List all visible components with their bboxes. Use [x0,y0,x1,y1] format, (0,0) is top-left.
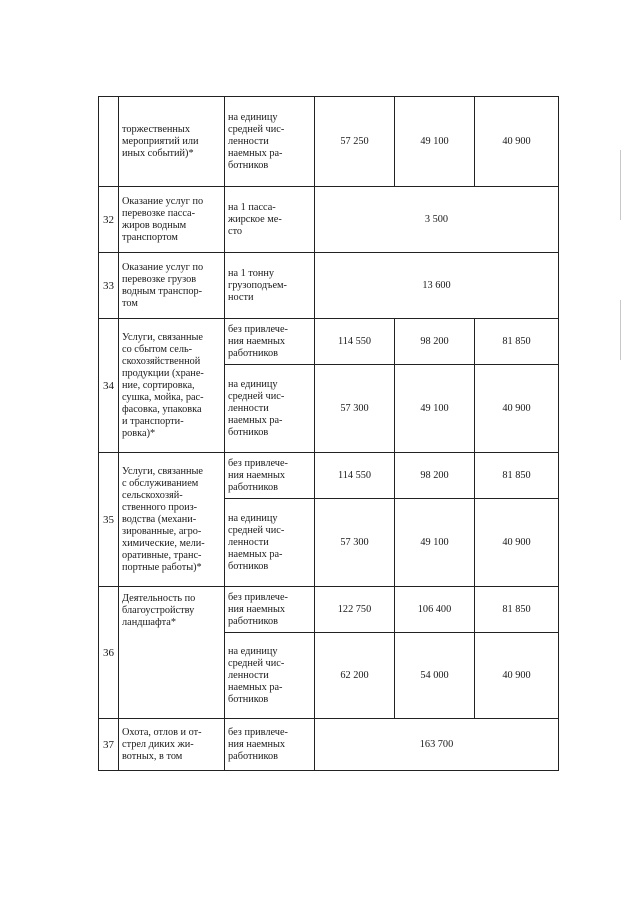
row-number: 37 [99,719,119,771]
unit-text: без привлече- ния наемных работников [228,591,288,627]
value-cell: 54 000 [395,633,475,719]
unit-text: на единицу средней чис- ленности наемных ра- ботников [228,378,285,438]
value-cell: 114 550 [315,453,395,499]
activity-cell [119,587,225,719]
value-cell: 40 900 [475,633,559,719]
unit-text: без привлече- ния наемных работников [228,457,288,493]
value-cell: 49 100 [395,499,475,587]
unit-text: на единицу средней чис- ленности наемных ра- ботников [228,645,285,705]
value-cell: 98 200 [395,453,475,499]
row-number: 33 [99,253,119,319]
activity-text: Оказание услуг по перевозке пасса- жиров водным транспортом [122,195,204,243]
unit-text: на единицу средней чис- ленности наемных ра- ботников [228,111,285,171]
activity-cell [119,719,225,771]
activity-text: Охота, отлов и от- стрел диких жи- вотных, в том [122,726,202,762]
row-number: 35 [99,453,119,587]
value-cell: 62 200 [315,633,395,719]
value-cell: 98 200 [395,319,475,365]
unit-text: на единицу средней чис- ленности наемных ра- ботников [228,512,285,572]
unit-text: без привлече- ния наемных работников [228,726,288,762]
unit-text: без привлече- ния наемных работников [228,323,288,359]
activity-text: Услуги, связанные с обслуживанием сельскохозяй- ственного произ- водства (механи- зированные, агро- химические, мели- оративные, транс- портные работы)* [122,465,205,573]
unit-cell [225,319,315,365]
value-cell: 40 900 [475,97,559,187]
unit-cell [225,719,315,771]
value-cell: 81 850 [475,453,559,499]
table-row [99,253,559,319]
row-number: 32 [99,187,119,253]
table-row [99,719,559,771]
activity-cell [119,253,225,319]
unit-cell [225,365,315,453]
table-row [99,187,559,253]
value-cell: 40 900 [475,365,559,453]
unit-cell [225,499,315,587]
value-cell: 40 900 [475,499,559,587]
table-row [99,587,559,633]
value-cell: 106 400 [395,587,475,633]
value-cell-merged: 13 600 [315,253,559,319]
activity-cell [119,453,225,587]
unit-cell [225,97,315,187]
unit-cell [225,633,315,719]
table-row [99,97,559,187]
value-cell: 122 750 [315,587,395,633]
value-cell: 81 850 [475,319,559,365]
row-number: 34 [99,319,119,453]
tariff-table [98,96,559,771]
activity-cell [119,319,225,453]
activity-cell [119,187,225,253]
unit-text: на 1 тонну грузоподъем- ности [228,267,287,303]
value-cell-merged: 3 500 [315,187,559,253]
activity-text: Деятельность по благоустройству ландшафта* [122,593,196,628]
unit-cell [225,187,315,253]
scan-edge-mark [620,150,621,220]
row-number: 36 [99,587,119,719]
value-cell: 49 100 [395,97,475,187]
scan-edge-mark [620,300,621,360]
unit-text: на 1 пасса- жирское ме- сто [228,201,282,237]
activity-text: торжественных мероприятий или иных событий)* [122,123,199,159]
unit-cell [225,253,315,319]
value-cell-merged: 163 700 [315,719,559,771]
row-number [99,97,119,187]
value-cell: 114 550 [315,319,395,365]
unit-cell [225,453,315,499]
value-cell: 49 100 [395,365,475,453]
activity-text: Услуги, связанные со сбытом сель- скохозяйственной продукции (хране- ние, сортировка, сушка, мойка, рас- фасовка, упаковка и транспорти- ровка)* [122,331,204,439]
table-row [99,319,559,365]
value-cell: 81 850 [475,587,559,633]
unit-cell [225,587,315,633]
activity-cell [119,97,225,187]
table-row [99,453,559,499]
activity-text: Оказание услуг по перевозке грузов водным транспор- том [122,261,204,309]
value-cell: 57 250 [315,97,395,187]
value-cell: 57 300 [315,365,395,453]
value-cell: 57 300 [315,499,395,587]
